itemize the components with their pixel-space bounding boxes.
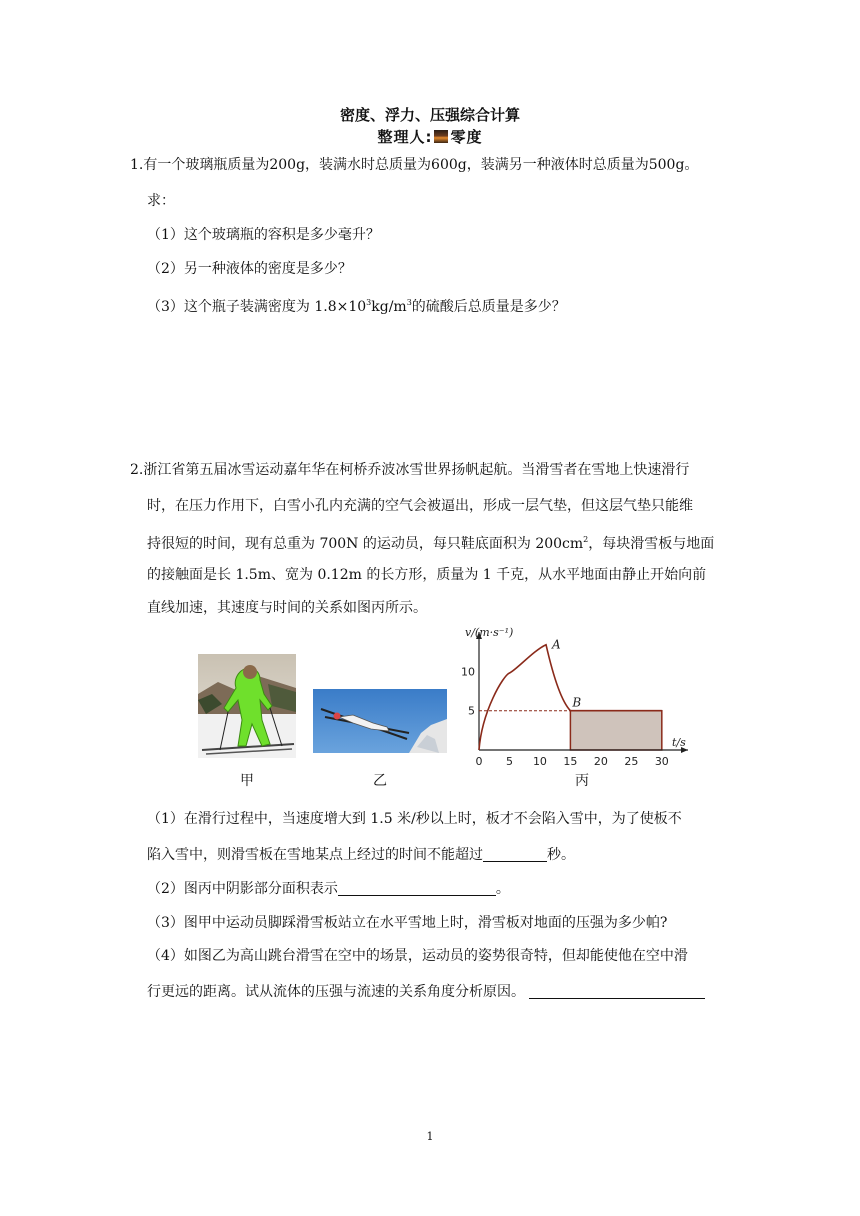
- q1-sub3-exp2: 3: [406, 298, 412, 307]
- q2-sub1-line2: [147, 845, 575, 865]
- q1-sub2: （2）另一种液体的密度是多少？: [147, 261, 352, 277]
- page-number: 1: [426, 1130, 434, 1143]
- q1-sub1: （1）这个玻璃瓶的容积是多少毫升？: [147, 227, 380, 243]
- shaded-area: [570, 711, 661, 750]
- ski-jumper-photo: [313, 689, 447, 753]
- point-label-a: A: [552, 637, 561, 652]
- q2-line3-text-a: 持很短的时间，现有总重为 700N 的运动员，每只鞋底面积为 200cm: [147, 536, 584, 552]
- x-tick-label: 0: [475, 755, 483, 768]
- q2-sub2: [147, 879, 510, 899]
- x-tick-label: 5: [505, 755, 513, 768]
- x-tick-label: 30: [654, 755, 669, 768]
- q2-line3: [147, 530, 714, 554]
- q2-sub3: （3）图甲中运动员脚踩滑雪板站立在水平雪地上时，滑雪板对地面的压强为多少帕?: [147, 915, 668, 931]
- author-name: 零度: [450, 128, 483, 146]
- q2-sub1-text-a: 陷入雪中，则滑雪板在雪地某点上经过的时间不能超过: [147, 847, 483, 863]
- author-line: [0, 126, 860, 147]
- point-label-b: B: [572, 695, 582, 710]
- q2-line3-text-b: ，每块滑雪板与地面: [588, 536, 715, 552]
- q2-sub4-text: 行更远的距离。试从流体的压强与流速的关系角度分析原因。: [147, 984, 525, 1000]
- x-tick-label: 10: [532, 755, 547, 768]
- skier-photo: [198, 654, 296, 758]
- q2-sub1-text-b: 秒。: [547, 847, 575, 863]
- q1-sub3-exp1: 3: [366, 298, 372, 307]
- x-tick-label: 20: [593, 755, 608, 768]
- q2-line1: 2.浙江省第五届冰雪运动嘉年华在柯桥乔波冰雪世界扬帆起航。当滑雪者在雪地上快速滑行: [130, 462, 690, 478]
- q1-sub3-text-a: （3）这个瓶子装满密度为 1.8×10: [147, 299, 367, 315]
- q1-line2: 求：: [147, 193, 175, 209]
- q1-line1: 1.有一个玻璃瓶质量为200g，装满水时总质量为600g，装满另一种液体时总质量为500g。: [130, 157, 699, 173]
- q2-line3-exp: 2: [583, 535, 589, 544]
- page-title: 密度、浮力、压强综合计算: [339, 106, 520, 124]
- velocity-time-chart: [455, 626, 695, 772]
- y-tick-label: 10: [461, 665, 475, 679]
- q2-sub2-text-b: 。: [495, 881, 510, 897]
- q2-sub2-text-a: （2）图丙中阴影部分面积表示: [147, 881, 338, 897]
- x-tick-label: 25: [624, 755, 639, 768]
- q2-sub4-line1: （4）如图乙为高山跳台滑雪在空中的场景，运动员的姿势很奇特，但却能使他在空中滑: [147, 948, 688, 964]
- answer-blank-4[interactable]: [529, 984, 705, 999]
- q1-sub3-text-b: kg/m: [371, 299, 407, 315]
- answer-blank-1[interactable]: [483, 847, 547, 862]
- answer-blank-2[interactable]: [338, 881, 496, 896]
- x-tick-label: 15: [563, 755, 578, 768]
- q2-line5: 直线加速，其速度与时间的关系如图丙所示。: [147, 600, 427, 616]
- q2-sub1-line1: （1）在滑行过程中，当速度增大到 1.5 米/秒以上时，板才不会陷入雪中，为了使板不: [147, 811, 682, 827]
- q2-line2: 时，在压力作用下，白雪小孔内充满的空气会被逼出，形成一层气垫，但这层气垫只能维: [147, 498, 693, 514]
- q2-line4: 的接触面是长 1.5m、宽为 0.12m 的长方形，质量为 1 千克，从水平地面由静止开始向前: [147, 567, 707, 583]
- sunset-icon: [434, 130, 448, 143]
- q1-sub3: [147, 293, 566, 317]
- q2-sub4-line2: [147, 982, 705, 1002]
- caption-yi: 乙: [373, 773, 387, 789]
- author-prefix: 整理人:: [377, 128, 433, 146]
- x-axis-label: t/s: [672, 736, 686, 749]
- y-tick-label: 5: [468, 704, 475, 718]
- caption-bing: 丙: [575, 773, 589, 789]
- y-axis-label: v/(m·s⁻¹): [465, 626, 514, 639]
- q1-sub3-text-c: 的硫酸后总质量是多少？: [411, 299, 566, 315]
- caption-jia: 甲: [240, 773, 254, 789]
